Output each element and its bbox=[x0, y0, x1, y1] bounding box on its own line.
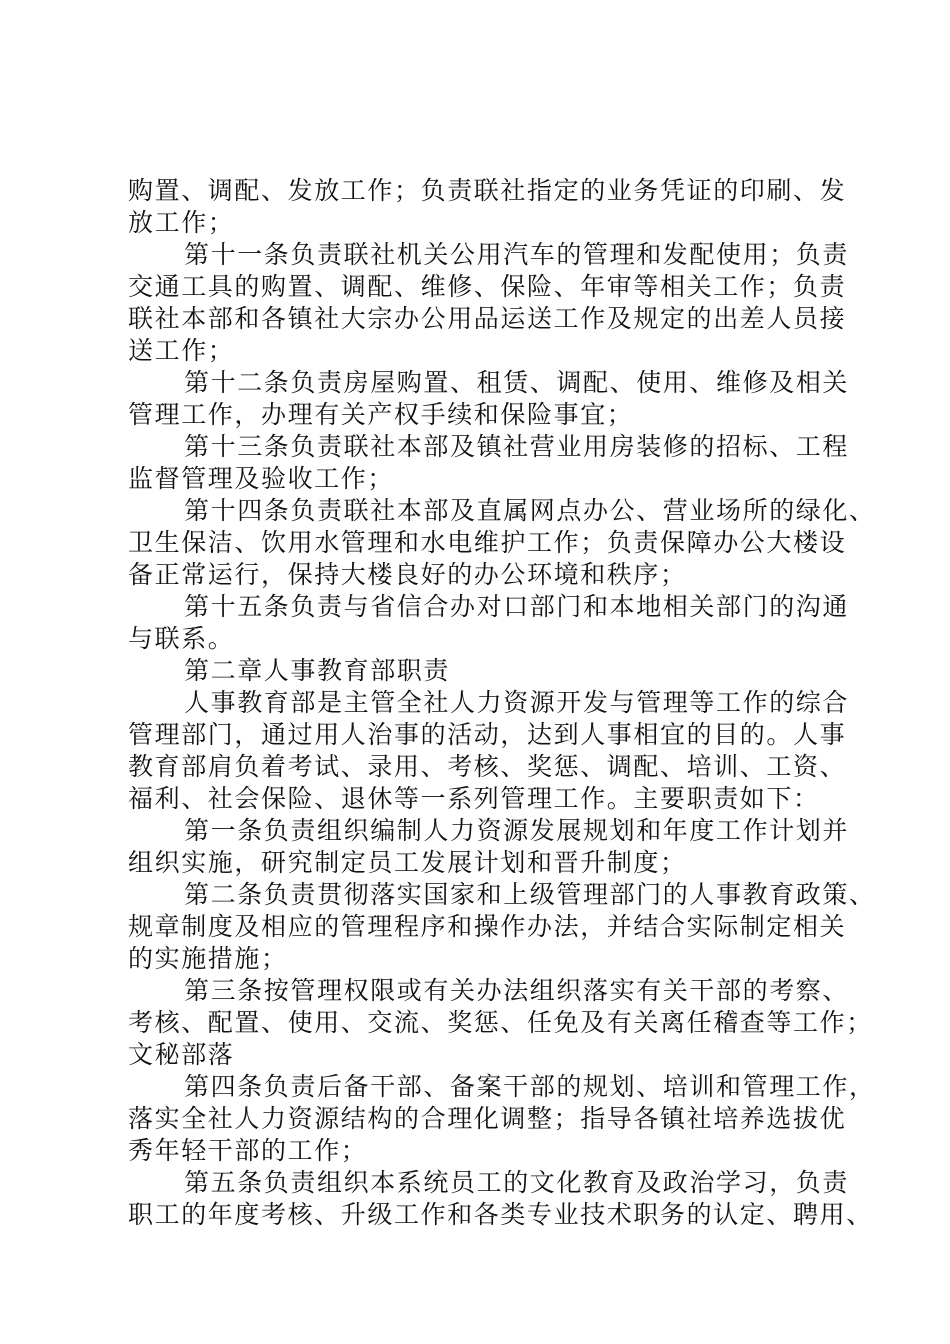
text-line: 考核、配置、使用、交流、奖惩、任免及有关离任稽查等工作； bbox=[128, 1008, 873, 1037]
text-line: 文秘部落 bbox=[128, 1040, 235, 1069]
text-line: 第四条负责后备干部、备案干部的规划、培训和管理工作， bbox=[184, 1072, 876, 1101]
text-line: 第十五条负责与省信合办对口部门和本地相关部门的沟通 bbox=[184, 592, 850, 621]
text-line: 联社本部和各镇社大宗办公用品运送工作及规定的出差人员接 bbox=[128, 304, 847, 333]
text-line: 与联系。 bbox=[128, 624, 235, 653]
text-line: 第三条按管理权限或有关办法组织落实有关干部的考察、 bbox=[184, 976, 850, 1005]
text-line: 落实全社人力资源结构的合理化调整；指导各镇社培养选拔优 bbox=[128, 1104, 847, 1133]
text-line: 监督管理及验收工作； bbox=[128, 464, 395, 493]
text-line: 购置、调配、发放工作；负责联社指定的业务凭证的印刷、发 bbox=[128, 176, 847, 205]
text-line: 管理部门，通过用人治事的活动，达到人事相宜的目的。人事 bbox=[128, 720, 847, 749]
text-line: 组织实施，研究制定员工发展计划和晋升制度； bbox=[128, 848, 687, 877]
text-line: 第十四条负责联社本部及直属网点办公、营业场所的绿化、 bbox=[184, 496, 876, 525]
text-line: 第五条负责组织本系统员工的文化教育及政治学习，负责 bbox=[184, 1168, 850, 1197]
text-line: 职工的年度考核、升级工作和各类专业技术职务的认定、聘用、 bbox=[128, 1200, 873, 1229]
text-line: 卫生保洁、饮用水管理和水电维护工作；负责保障办公大楼设 bbox=[128, 528, 847, 557]
text-line: 秀年轻干部的工作； bbox=[128, 1136, 368, 1165]
text-line: 第二章人事教育部职责 bbox=[184, 656, 451, 685]
text-line: 备正常运行，保持大楼良好的办公环境和秩序； bbox=[128, 560, 687, 589]
text-line: 第十三条负责联社本部及镇社营业用房装修的招标、工程 bbox=[184, 432, 850, 461]
text-line: 第十二条负责房屋购置、租赁、调配、使用、维修及相关 bbox=[184, 368, 850, 397]
text-line: 福利、社会保险、退休等一系列管理工作。主要职责如下： bbox=[128, 784, 820, 813]
text-line: 规章制度及相应的管理程序和操作办法，并结合实际制定相关 bbox=[128, 912, 847, 941]
text-line: 人事教育部是主管全社人力资源开发与管理等工作的综合 bbox=[184, 688, 850, 717]
text-line: 第二条负责贯彻落实国家和上级管理部门的人事教育政策、 bbox=[184, 880, 876, 909]
text-line: 第十一条负责联社机关公用汽车的管理和发配使用；负责 bbox=[184, 240, 850, 269]
text-line: 第一条负责组织编制人力资源发展规划和年度工作计划并 bbox=[184, 816, 850, 845]
text-line: 送工作； bbox=[128, 336, 235, 365]
text-line: 管理工作，办理有关产权手续和保险事宜； bbox=[128, 400, 634, 429]
text-line: 交通工具的购置、调配、维修、保险、年审等相关工作；负责 bbox=[128, 272, 847, 301]
document-body bbox=[128, 175, 876, 1231]
text-line: 教育部肩负着考试、录用、考核、奖惩、调配、培训、工资、 bbox=[128, 752, 847, 781]
text-line: 的实施措施； bbox=[128, 944, 288, 973]
text-line: 放工作； bbox=[128, 208, 235, 237]
